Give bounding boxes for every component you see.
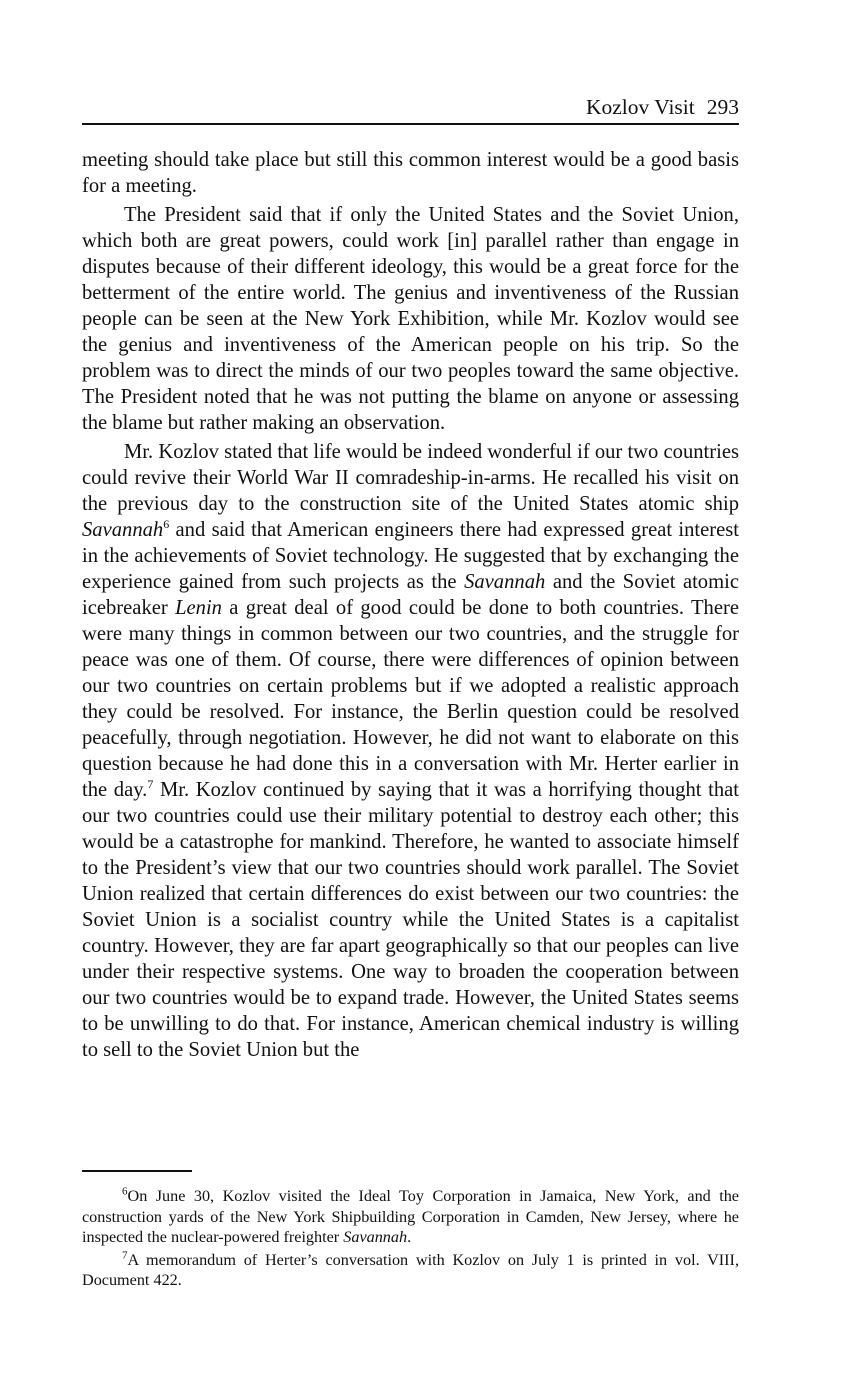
- footnote-6-end: .: [407, 1228, 412, 1246]
- footnotes: [82, 1186, 739, 1291]
- footnote-mark-7: 7: [122, 1249, 128, 1262]
- kozlov-text-part-4: a great deal of good could be done to both countries. There were many things in common between our two countries, and the struggle for peace was one of them. Of course, there were differences of opinion between our two countries on certain problems but if we adopted a realistic approach they could be resolved. For instance, the Berlin question could be resolved peacefully, through negotiation. However, he did not want to elaborate on this question because he had done this in a conversation with Mr. Herter earlier in the day.: [82, 597, 739, 801]
- ship-name-savannah: Savannah: [82, 519, 164, 541]
- footnote-7-text: A memorandum of Herter’s conversation with Kozlov on July 1 is printed in vol. VIII, Document 422.: [82, 1250, 739, 1289]
- running-head: [82, 92, 739, 122]
- kozlov-text-part-1: Mr. Kozlov stated that life would be indeed wonderful if our two countries could revive their World War II comradeship-in-arms. He recalled his visit on the previous day to the construction site of the United States atomic ship: [82, 441, 739, 515]
- paragraph-president-remarks: The President said that if only the United States and the Soviet Union, which both are great powers, could work [in] parallel rather than engage in disputes because of their different ideology, this would be a great force for the betterment of the entire world. The genius and inventiveness of the Russian people can be seen at the New York Exhibition, while Mr. Kozlov would see the genius and inventiveness of the American people on his trip. So the problem was to direct the minds of our two peoples toward the same objective. The President noted that he was not putting the blame on anyone or assessing the blame but rather making an observation.: [82, 204, 739, 434]
- footnote-6-text: On June 30, Kozlov visited the Ideal Toy Corporation in Jamaica, New York, and the construction yards of the New York Shipbuilding Corporation in Camden, New Jersey, where he inspected the nuclear-powered freighter: [82, 1187, 739, 1246]
- footnote-6: [82, 1186, 739, 1248]
- kozlov-text-part-2: and said that American engineers there had expressed great interest in the achievements of Soviet technology. He suggested that by exchanging the experience gained from such projects as the: [82, 519, 739, 593]
- kozlov-text-part-5: Mr. Kozlov continued by saying that it was a horrifying thought that our two countries could use their military potential to destroy each other; this would be a catastrophe for mankind. Therefore, he wanted to associate himself to the President’s view that our two countries should work parallel. The Soviet Union realized that certain differences do exist between our two countries: the Soviet Union is a socialist country while the United States is a capitalist country. However, they are far apart geographically so that our peoples can live under their respective systems. One way to broaden the cooperation between our two countries would be to expand trade. However, the United States seems to be unwilling to do that. For instance, American chemical industry is willing to sell to the Soviet Union but the: [82, 779, 739, 1061]
- paragraph-kozlov-remarks: [82, 439, 739, 1063]
- ship-name-lenin: Lenin: [175, 597, 222, 619]
- footnote-ref-6[interactable]: 6: [163, 517, 170, 532]
- footnote-ref-7[interactable]: 7: [147, 777, 154, 792]
- footnote-mark-6: 6: [122, 1185, 128, 1198]
- running-head-title: Kozlov Visit: [585, 95, 695, 119]
- footnote-6-ship-name: Savannah: [343, 1228, 408, 1246]
- paragraph-continuation: meeting should take place but still this common interest would be a good basis for a meeting.: [82, 149, 739, 197]
- footnote-rule: [82, 1170, 192, 1172]
- ship-name-savannah-2: Savannah: [464, 571, 546, 593]
- footnote-7: [82, 1250, 739, 1291]
- body-text: [82, 147, 739, 1063]
- header-rule: [82, 123, 739, 125]
- kozlov-text-part-3: and the Soviet atomic icebreaker: [82, 571, 739, 619]
- page-number: 293: [706, 95, 739, 119]
